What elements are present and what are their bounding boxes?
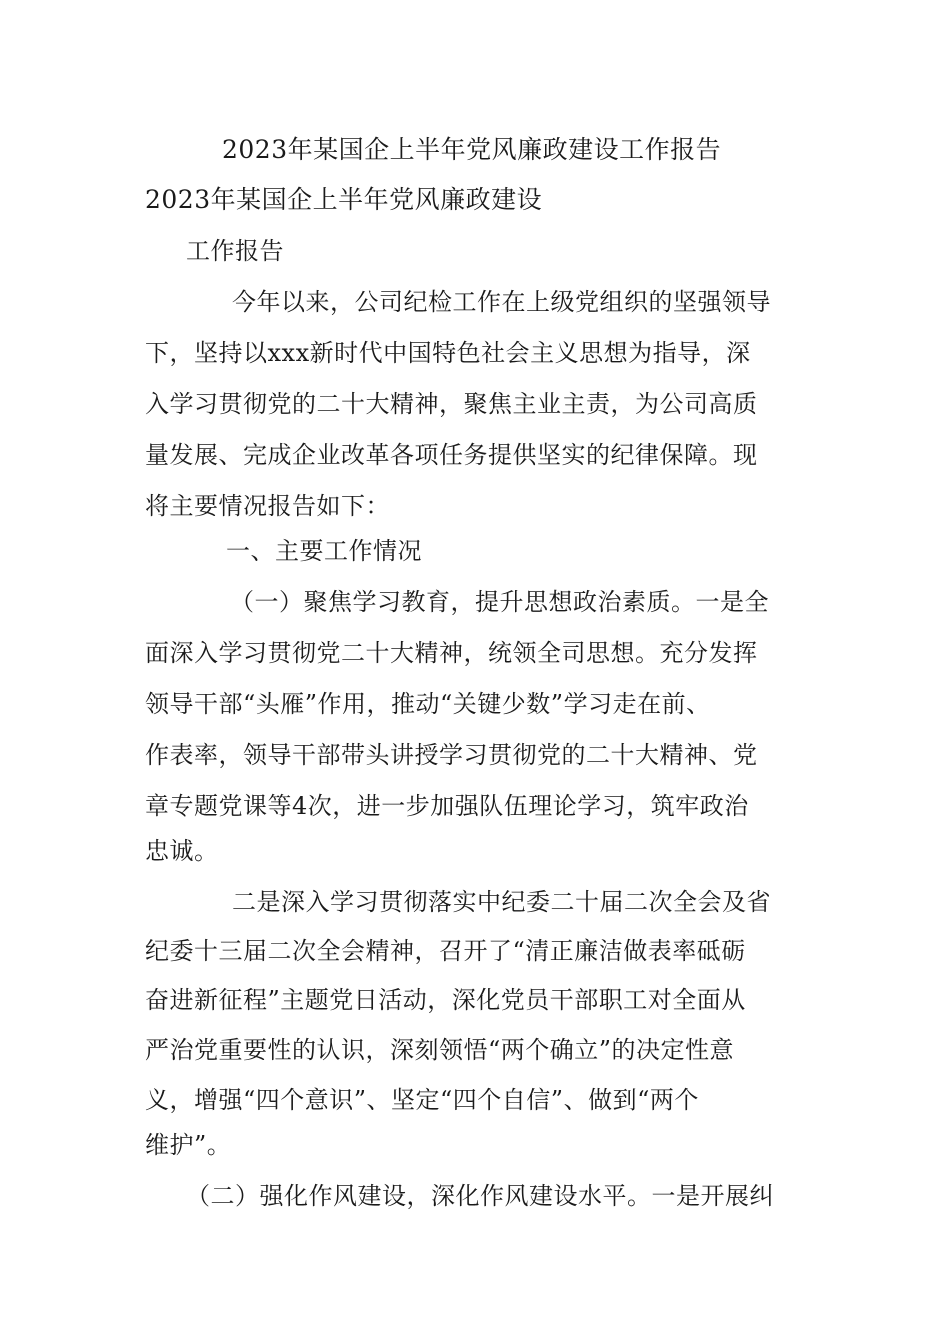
document-title: 2023年某国企上半年党风廉政建设工作报告 <box>222 135 722 164</box>
body-line: 领导干部“头雁”作用，推动“关键少数”学习走在前、 <box>145 690 711 718</box>
body-line: 忠诚。 <box>145 837 219 865</box>
body-line: 维护”。 <box>145 1131 232 1159</box>
intro-line: 量发展、完成企业改革各项任务提供坚实的纪律保障。现 <box>145 441 758 469</box>
intro-line: 入学习贯彻党的二十大精神，聚焦主业主责，为公司高质 <box>145 390 758 418</box>
body-line: 章专题党课等4次，进一步加强队伍理论学习，筑牢政治 <box>145 792 749 820</box>
body-line: 纪委十三届二次全会精神，召开了“清正廉洁做表率砥砺 <box>145 937 746 965</box>
section-heading: 一、主要工作情况 <box>226 537 422 565</box>
intro-line: 下，坚持以xxx新时代中国特色社会主义思想为指导，深 <box>145 339 751 367</box>
body-line: （二）强化作风建设，深化作风建设水平。一是开展纠 <box>186 1182 774 1210</box>
body-line: 义，增强“四个意识”、坚定“四个自信”、做到“两个 <box>145 1086 699 1114</box>
body-line: 二是深入学习贯彻落实中纪委二十届二次全会及省 <box>232 888 771 916</box>
body-line: 严治党重要性的认识，深刻领悟“两个确立”的决定性意 <box>145 1036 735 1064</box>
body-line: 面深入学习贯彻党二十大精神，统领全司思想。充分发挥 <box>145 639 758 667</box>
body-line: （一）聚焦学习教育，提升思想政治素质。一是全 <box>230 588 769 616</box>
body-line: 作表率，领导干部带头讲授学习贯彻党的二十大精神、党 <box>145 741 758 769</box>
intro-line: 将主要情况报告如下： <box>145 492 390 520</box>
document-subtitle: 2023年某国企上半年党风廉政建设 <box>145 185 543 214</box>
document-subtitle-continued: 工作报告 <box>186 237 284 265</box>
intro-line: 今年以来，公司纪检工作在上级党组织的坚强领导 <box>232 288 771 316</box>
body-line: 奋进新征程”主题党日活动，深化党员干部职工对全面从 <box>145 986 746 1014</box>
